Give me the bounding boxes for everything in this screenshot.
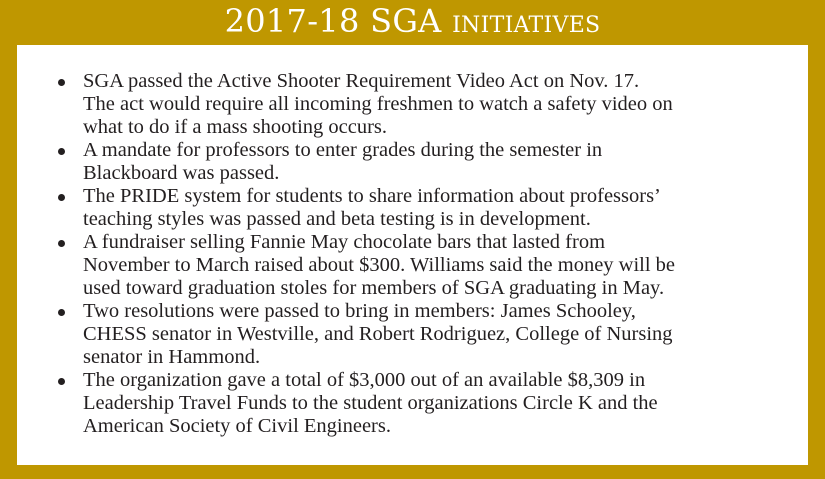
line: A mandate for professors to enter grades during the semester in bbox=[83, 139, 603, 161]
bullet-icon bbox=[58, 240, 65, 247]
initiatives-list bbox=[57, 70, 777, 438]
content-panel bbox=[17, 45, 808, 465]
line: used toward graduation stoles for members of SGA graduating in May. bbox=[83, 277, 665, 299]
line: A fundraiser selling Fannie May chocolate bars that lasted from bbox=[83, 231, 606, 253]
line: CHESS senator in Westville, and Robert Rodriguez, College of Nursing bbox=[83, 323, 673, 345]
title-banner bbox=[0, 0, 825, 42]
bullet-icon bbox=[58, 148, 65, 155]
line: American Society of Civil Engineers. bbox=[83, 415, 391, 437]
bullet-icon bbox=[58, 309, 65, 316]
line: teaching styles was passed and beta testing is in development. bbox=[83, 208, 591, 230]
line: The PRIDE system for students to share information about professors’ bbox=[83, 185, 661, 207]
line: November to March raised about $300. Williams said the money will be bbox=[83, 254, 676, 276]
page-title: 2017-18 SGA initiatives bbox=[224, 2, 601, 40]
list-item bbox=[57, 70, 777, 139]
bullet-icon bbox=[58, 79, 65, 86]
line: Leadership Travel Funds to the student organizations Circle K and the bbox=[83, 392, 658, 414]
list-item bbox=[57, 185, 777, 231]
bullet-icon bbox=[58, 378, 65, 385]
line: senator in Hammond. bbox=[83, 346, 261, 368]
line: The organization gave a total of $3,000 out of an available $8,309 in bbox=[83, 369, 646, 391]
bullet-icon bbox=[58, 194, 65, 201]
line: SGA passed the Active Shooter Requirement Video Act on Nov. 17. bbox=[83, 70, 640, 92]
list-item bbox=[57, 139, 777, 185]
list-item bbox=[57, 231, 777, 300]
line: The act would require all incoming freshmen to watch a safety video on bbox=[83, 93, 673, 115]
line: what to do if a mass shooting occurs. bbox=[83, 116, 388, 138]
list-item bbox=[57, 369, 777, 438]
line: Blackboard was passed. bbox=[83, 162, 280, 184]
line: Two resolutions were passed to bring in members: James Schooley, bbox=[83, 300, 636, 322]
list-item bbox=[57, 300, 777, 369]
